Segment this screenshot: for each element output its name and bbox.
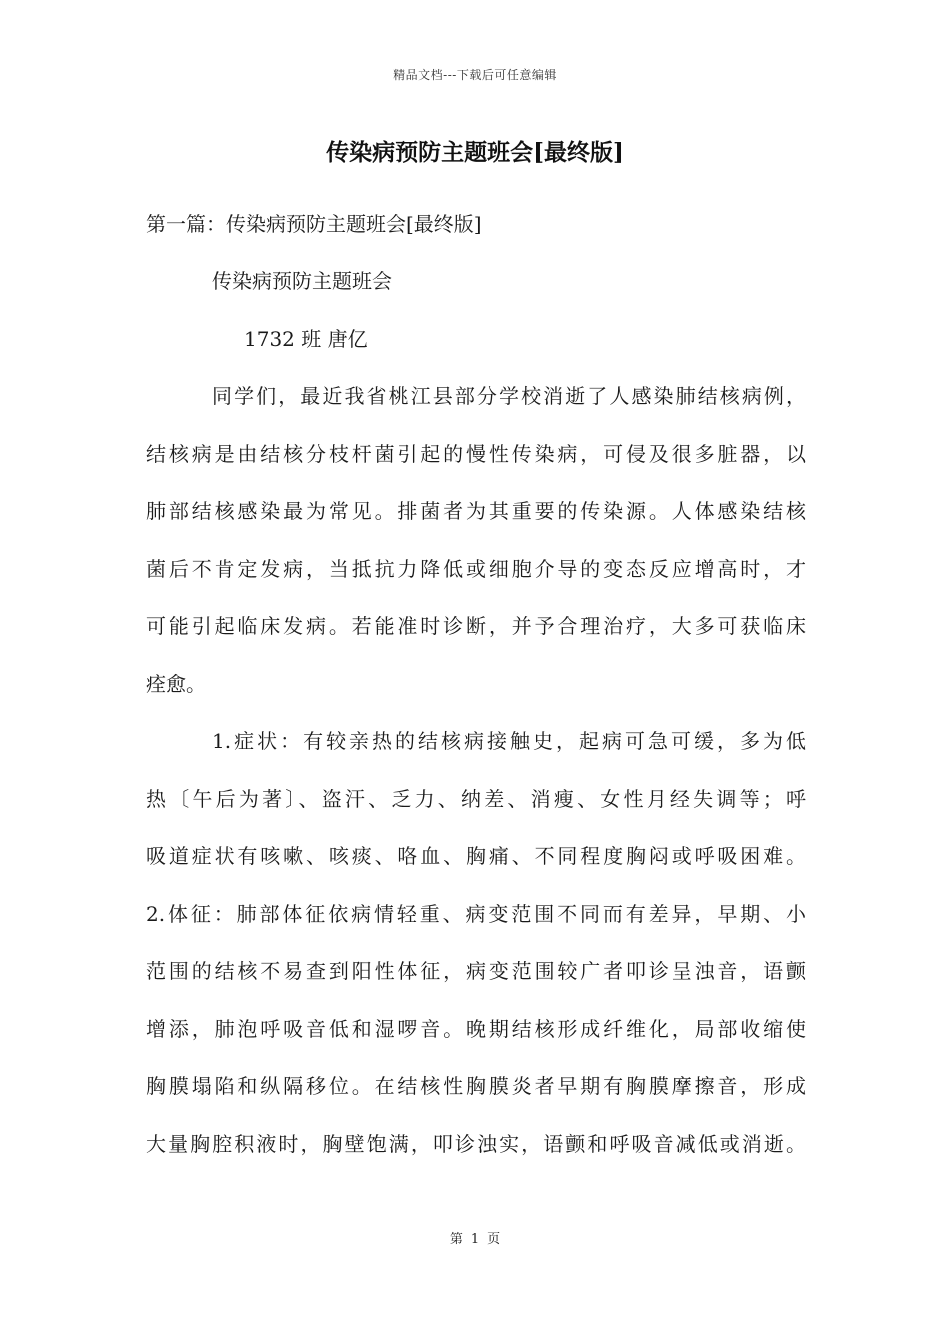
paragraph-line: 大量胸腔积液时，胸壁饱满，叩诊浊实，语颤和呼吸音减低或消逝。: [146, 1132, 806, 1156]
page-number: 1: [470, 1232, 480, 1247]
section-heading: 第一篇：传染病预防主题班会[最终版]: [146, 212, 482, 236]
paragraph-line: 胸膜塌陷和纵隔移位。在结核性胸膜炎者早期有胸膜摩擦音，形成: [146, 1074, 806, 1098]
paragraph-line: 可能引起临床发病。若能准时诊断，并予合理治疗，大多可获临床: [146, 614, 806, 638]
paragraph-line: 结核病是由结核分枝杆菌引起的慢性传染病，可侵及很多脏器，以: [146, 442, 806, 466]
paragraph-line: 吸道症状有咳嗽、咳痰、咯血、胸痛、不同程度胸闷或呼吸困难。: [146, 844, 806, 868]
header-note: 精品文档---下载后可任意编辑: [393, 68, 557, 82]
paragraph-line: 1.症状：有较亲热的结核病接触史，起病可急可缓，多为低: [212, 729, 806, 753]
document-title: 传染病预防主题班会[最终版]: [326, 139, 624, 166]
page-label-suffix: 页: [487, 1232, 501, 1247]
paragraph-line: 2.体征：肺部体征依病情轻重、病变范围不同而有差异，早期、小: [146, 902, 806, 926]
page-label-prefix: 第: [449, 1232, 463, 1247]
author-line: 1732 班 唐亿: [244, 327, 368, 351]
paragraph-line: 范围的结核不易查到阳性体征，病变范围较广者叩诊呈浊音，语颤: [146, 959, 806, 983]
paragraph-line: 肺部结核感染最为常见。排菌者为其重要的传染源。人体感染结核: [146, 499, 806, 523]
paragraph-line: 菌后不肯定发病，当抵抗力降低或细胞介导的变态反应增高时，才: [146, 557, 806, 581]
paragraph-line: 增添，肺泡呼吸音低和湿啰音。晚期结核形成纤维化，局部收缩使: [146, 1017, 806, 1041]
paragraph-line: 同学们，最近我省桃江县部分学校消逝了人感染肺结核病例，: [212, 384, 806, 408]
page-footer: [0, 1228, 950, 1247]
paragraph-line: 痊愈。: [146, 672, 206, 696]
subtitle: 传染病预防主题班会: [212, 269, 392, 293]
paragraph-line: 热〔午后为著〕、盗汗、乏力、纳差、消瘦、女性月经失调等；呼: [146, 787, 806, 811]
